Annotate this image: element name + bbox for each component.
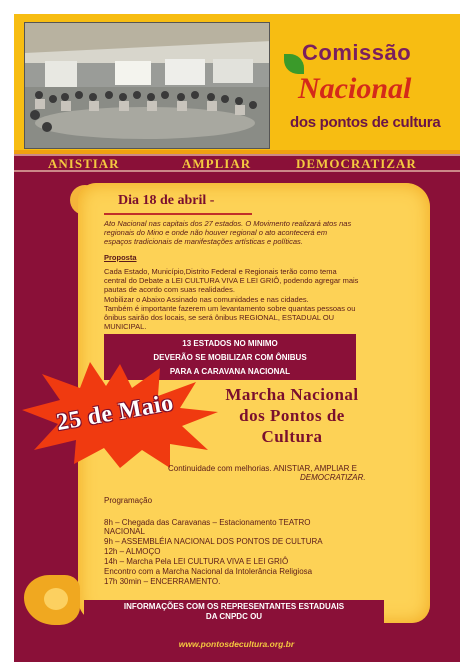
schedule-item-2: 9h – ASSEMBLÉIA NACIONAL DOS PONTOS DE CULTURA (104, 537, 323, 546)
proposta-line-5: Também é importante fazerem um levantamento sobre quantas pessoas ou (104, 304, 356, 313)
event2-date: 25 de Maio (54, 389, 176, 437)
marcha-title-1: Marcha Nacional (225, 385, 359, 404)
notice-line-3: PARA A CARAVANA NACIONAL (169, 367, 291, 376)
proposta-line-2: central do Debate a LEI CULTURA VIVA E LEI GRIÔ, podendo agregar mais (104, 276, 359, 285)
marcha-title-3: Cultura (261, 427, 323, 446)
continuidade-line-1 (168, 464, 357, 473)
proposta-line-6: ônibus sairão dos locais, se será ônibus REGIONAL, ESTADUAL OU (104, 313, 335, 322)
assembly-photo (24, 22, 270, 149)
proposta-label: Proposta (104, 253, 137, 262)
proposta-line-3: pautas de acordo com suas realidades. (104, 285, 235, 294)
slogan-democratizar: DEMOCRATIZAR (296, 156, 417, 171)
info-line-1: INFORMAÇÕES COM OS REPRESENTANTES ESTADUAIS (123, 602, 345, 611)
continuidade-text-1: Continuidade com melhorias. ANISTIAR, AMPLIAR E (168, 464, 357, 473)
schedule-item-1: 8h – Chegada das Caravanas – Estacionamento TEATRO (104, 518, 311, 527)
marcha-title (196, 384, 388, 447)
proposta-line-4: Mobilizar o Abaixo Assinado nas comunidades e nas cidades. (104, 295, 309, 304)
date-underline (104, 213, 252, 215)
event1-intro-3: espaços tradicionais de manifestações artísticas e políticas. (104, 237, 303, 246)
event1-intro-2: regionais do Mino e onde não houver regional o ato acontecerá em (104, 228, 328, 237)
schedule-item-6: 17h 30min – ENCERRAMENTO. (104, 577, 221, 586)
notice-line-2: DEVERÃO SE MOBILIZAR COM ÔNIBUS (153, 353, 307, 362)
programacao-label: Programação (104, 496, 153, 505)
notice-line-1: 13 ESTADOS NO MINIMO (182, 339, 278, 348)
slogan-banner (14, 154, 460, 172)
event1-date: Dia 18 de abril - (118, 193, 215, 208)
logo-line-1: Comissão (302, 40, 412, 65)
logo-line-3: dos pontos de cultura (290, 114, 441, 131)
schedule-item-4: 14h – Marcha Pela LEI CULTURA VIVA E LEI GRIÔ (104, 557, 289, 566)
event1-intro-1: Ato Nacional nas capitais dos 27 estados. O Movimento realizará atos nas (104, 219, 352, 228)
leaf-icon (284, 54, 304, 74)
schedule-item-3: 12h – ALMOÇO (104, 547, 161, 556)
schedule-item-1b: NACIONAL (104, 527, 145, 536)
comissao-logo (290, 34, 460, 144)
marcha-title-2: dos Pontos de (239, 406, 345, 425)
proposta-line-1: Cada Estado, Município,Distrito Federal e Regionais terão como tema (104, 267, 337, 276)
slogan-anistiar: ANISTIAR (48, 156, 120, 171)
schedule-item-5: Encontro com a Marcha Nacional da Intolerância Religiosa (104, 567, 313, 576)
scroll-curl-inner (44, 588, 68, 610)
continuidade-line-2: DEMOCRATIZAR. (300, 473, 366, 482)
slogan-ampliar: AMPLIAR (182, 156, 252, 171)
proposta-line-7: MUNICIPAL. (104, 322, 147, 331)
header-panel (14, 14, 460, 150)
logo-line-2: Nacional (298, 72, 412, 105)
info-box (84, 600, 384, 624)
website-link[interactable]: www.pontosdecultura.org.br (178, 639, 295, 649)
info-line-2: DA CNPDC OU (205, 612, 263, 621)
